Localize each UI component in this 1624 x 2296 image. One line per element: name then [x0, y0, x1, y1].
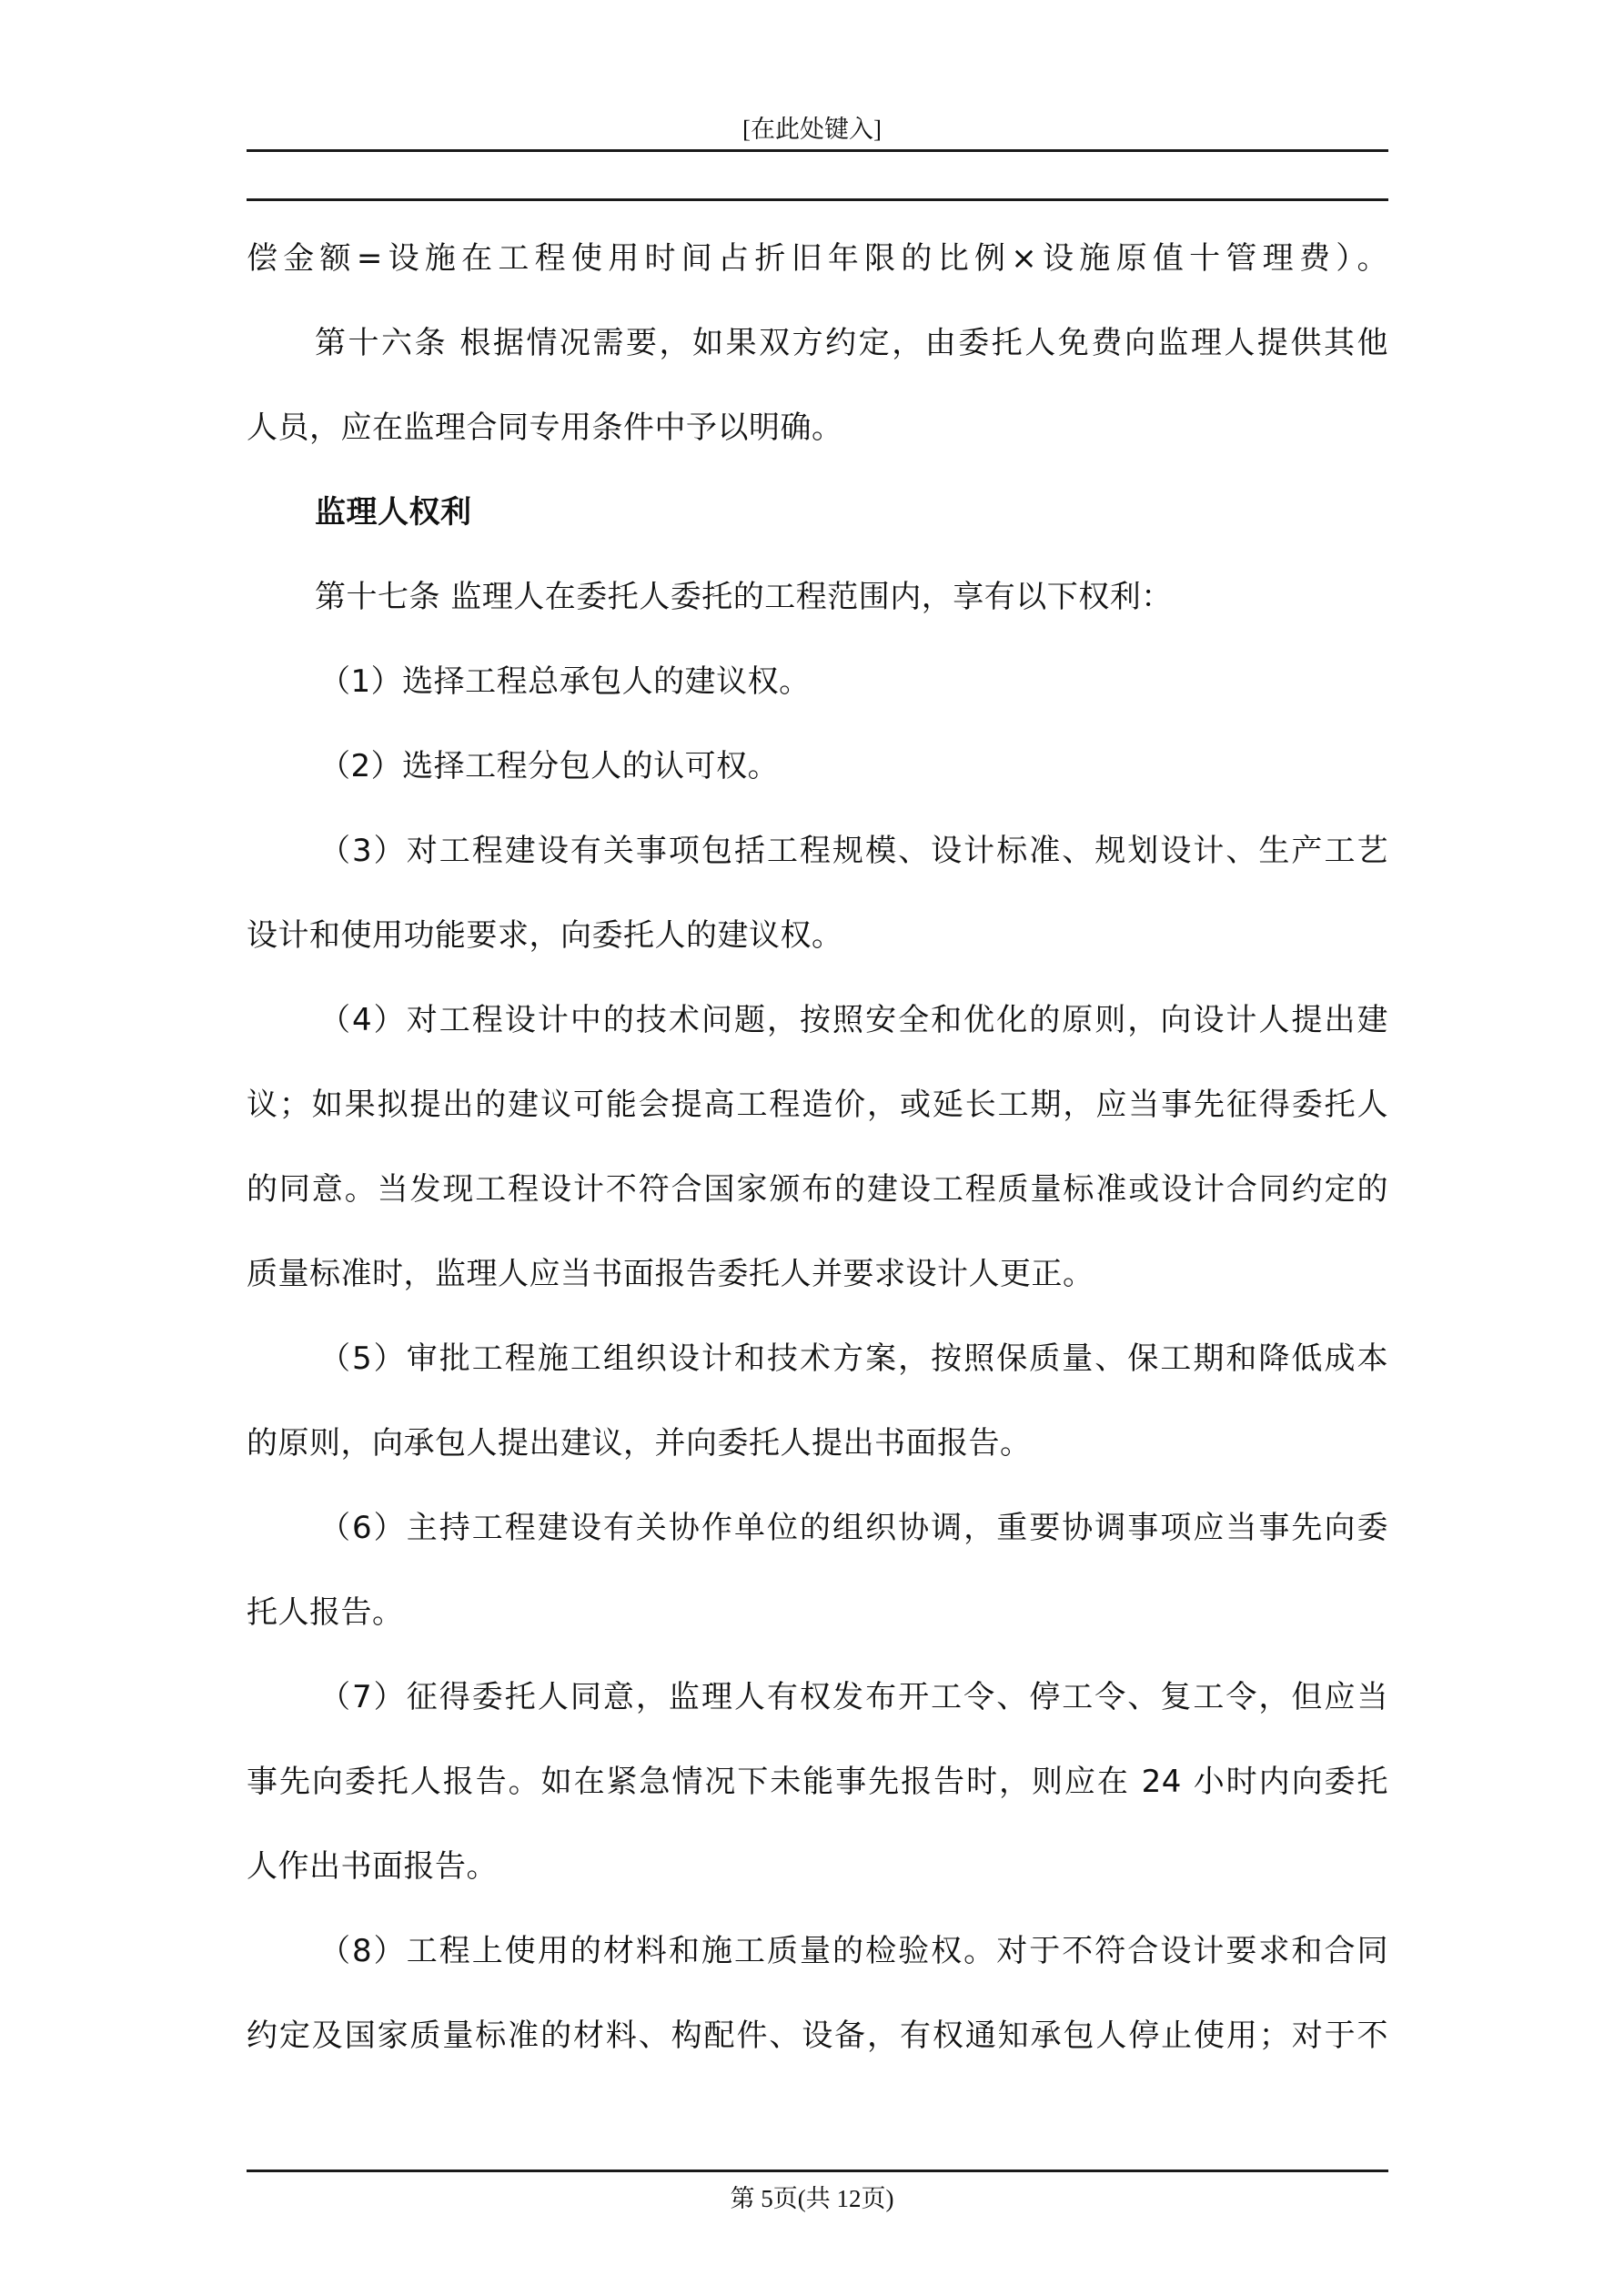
paragraph-line: 设计和使用功能要求，向委托人的建议权。: [247, 917, 843, 954]
paragraph-line: 议；如果拟提出的建议可能会提高工程造价，或延长工期，应当事先征得委托人: [247, 1087, 1388, 1123]
paragraph-line: 的同意。当发现工程设计不符合国家颁布的建设工程质量标准或设计合同约定的: [247, 1171, 1388, 1208]
list-item: （3）对工程建设有关事项包括工程规模、设计标准、规划设计、生产工艺: [319, 833, 1388, 869]
content-top-rule: [247, 198, 1388, 201]
list-item: （1）选择工程总承包人的建议权。: [319, 663, 811, 700]
paragraph-line: 质量标准时，监理人应当书面报告委托人并要求设计人更正。: [247, 1256, 1094, 1292]
paragraph-line: 的原则，向承包人提出建议，并向委托人提出书面报告。: [247, 1425, 1032, 1462]
paragraph-line: 人作出书面报告。: [247, 1848, 498, 1885]
paragraph-line: 第十七条 监理人在委托人委托的工程范围内，享有以下权利：: [315, 579, 1173, 615]
list-item: （8）工程上使用的材料和施工质量的检验权。对于不符合设计要求和合同: [319, 1933, 1388, 1969]
footer-rule: [247, 2170, 1388, 2172]
page-footer: 第 5页(共 12页): [730, 2185, 894, 2212]
paragraph-line: 人员，应在监理合同专用条件中予以明确。: [247, 410, 843, 446]
list-item: （5）审批工程施工组织设计和技术方案，按照保质量、保工期和降低成本: [319, 1340, 1388, 1377]
paragraph-line: 托人报告。: [247, 1594, 404, 1631]
list-item: （6）主持工程建设有关协作单位的组织协调，重要协调事项应当事先向委: [319, 1510, 1388, 1546]
list-item: （7）征得委托人同意，监理人有权发布开工令、停工令、复工令，但应当: [319, 1679, 1388, 1715]
header-rule: [247, 149, 1388, 152]
page-header: [在此处键入]: [742, 116, 882, 143]
document-body: [247, 213, 1388, 2075]
section-heading: 监理人权利: [315, 494, 472, 531]
paragraph-line: 第十六条 根据情况需要，如果双方约定，由委托人免费向监理人提供其他: [315, 325, 1388, 361]
paragraph-line: 偿金额=设施在工程使用时间占折旧年限的比例×设施原值十管理费）。: [247, 240, 1388, 277]
list-item: （4）对工程设计中的技术问题，按照安全和优化的原则，向设计人提出建: [319, 1002, 1388, 1038]
paragraph-line: 约定及国家质量标准的材料、构配件、设备，有权通知承包人停止使用；对于不: [247, 2018, 1388, 2054]
paragraph-line: 事先向委托人报告。如在紧急情况下未能事先报告时，则应在 24 小时内向委托: [247, 1764, 1388, 1800]
list-item: （2）选择工程分包人的认可权。: [319, 748, 780, 784]
